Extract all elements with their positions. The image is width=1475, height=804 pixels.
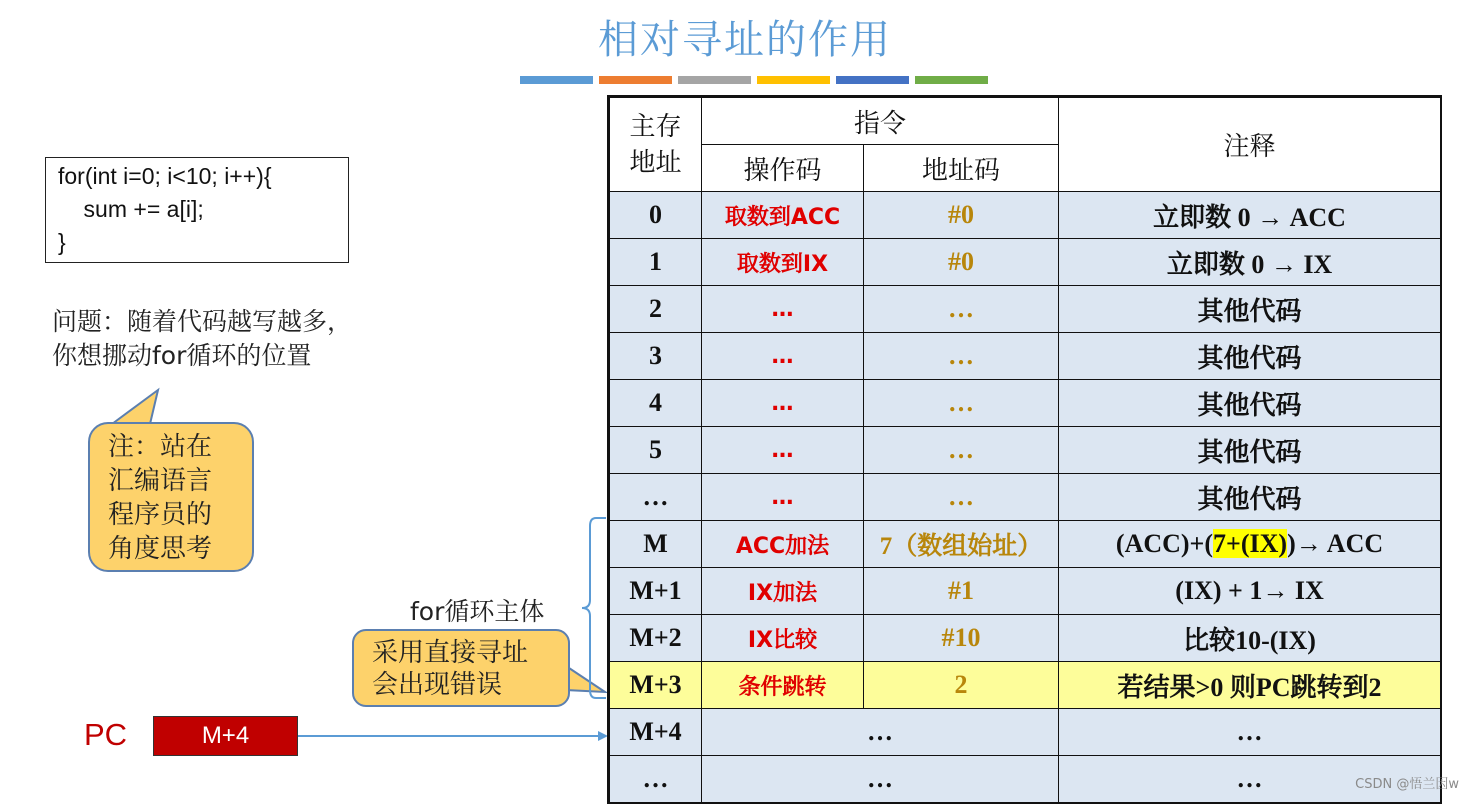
note-line: 注：站在 — [108, 432, 213, 462]
error-bubble-tail — [566, 666, 605, 692]
cell-address: 3 — [610, 333, 702, 380]
pc-label: PC — [84, 717, 128, 752]
cell-address: 1 — [610, 239, 702, 286]
table-row — [610, 192, 1441, 239]
header-instruction: 指令 — [702, 98, 1059, 145]
note-bubble — [88, 422, 254, 572]
header-addr-code: 地址码 — [864, 145, 1059, 192]
cell-note: 若结果>0 则PC跳转到2 — [1059, 662, 1441, 709]
note-line: 程序员的 — [108, 500, 213, 530]
error-line: 会出现错误 — [372, 670, 503, 700]
cell-address: … — [610, 474, 702, 521]
table-row — [610, 380, 1441, 427]
cell-address: 4 — [610, 380, 702, 427]
cell-address: M+3 — [610, 662, 702, 709]
cell-opcode: IX加法 — [702, 568, 864, 615]
cell-note: (IX) + 1→ IX — [1059, 568, 1441, 615]
error-line: 采用直接寻址 — [372, 638, 529, 668]
question-line: 问题：随着代码越写越多， — [52, 307, 353, 336]
cell-note: 其他代码 — [1059, 474, 1441, 521]
question-text — [52, 305, 352, 373]
table-row — [610, 474, 1441, 521]
cell-note: 其他代码 — [1059, 427, 1441, 474]
watermark-text: CSDN @悟兰因w — [1355, 777, 1459, 792]
table-row — [610, 521, 1441, 568]
cell-addr: #10 — [864, 615, 1059, 662]
cell-note: 立即数 0 → ACC — [1059, 192, 1441, 239]
cell-note: 其他代码 — [1059, 286, 1441, 333]
code-line: } — [58, 229, 66, 255]
note-highlight: 7+(IX) — [1213, 529, 1288, 558]
cell-address: M — [610, 521, 702, 568]
cell-opcode: … — [702, 427, 864, 474]
cell-addr: … — [864, 286, 1059, 333]
cell-instruction-merged: … — [702, 709, 1059, 756]
cell-addr: … — [864, 474, 1059, 521]
cell-address: M+4 — [610, 709, 702, 756]
table-row — [610, 615, 1441, 662]
cell-addr: … — [864, 333, 1059, 380]
code-line: for(int i=0; i<10; i++){ — [58, 163, 272, 189]
stripe — [678, 76, 751, 84]
note-bubble-tail — [112, 390, 158, 424]
table-row — [610, 333, 1441, 380]
table-row — [610, 427, 1441, 474]
cell-address: 0 — [610, 192, 702, 239]
pc-register: M+4 — [153, 716, 298, 756]
cell-address: M+2 — [610, 615, 702, 662]
stripe — [599, 76, 672, 84]
cell-addr: #0 — [864, 192, 1059, 239]
cell-addr: 2 — [864, 662, 1059, 709]
code-box — [45, 157, 349, 263]
table-row — [610, 239, 1441, 286]
stripe — [520, 76, 593, 84]
cell-opcode: … — [702, 286, 864, 333]
header-opcode: 操作码 — [702, 145, 864, 192]
memory-table — [609, 97, 1441, 803]
table-row-highlighted — [610, 662, 1441, 709]
loop-body-label: for循环主体 — [410, 597, 545, 626]
loop-bracket — [582, 518, 606, 698]
cell-address: 2 — [610, 286, 702, 333]
table-row — [610, 756, 1441, 803]
cell-opcode: 取数到IX — [702, 239, 864, 286]
cell-instruction-merged: … — [702, 756, 1059, 803]
cell-note: 其他代码 — [1059, 333, 1441, 380]
table-row — [610, 568, 1441, 615]
cell-opcode: … — [702, 380, 864, 427]
cell-note — [1059, 521, 1441, 568]
cell-addr: … — [864, 380, 1059, 427]
cell-note: … — [1059, 756, 1441, 803]
header-note: 注释 — [1059, 98, 1441, 192]
cell-opcode: ACC加法 — [702, 521, 864, 568]
note-line: 汇编语言 — [108, 466, 213, 496]
note-prefix: (ACC)+( — [1115, 529, 1214, 558]
table-row — [610, 709, 1441, 756]
code-line: sum += a[i]; — [58, 196, 204, 222]
cell-address: M+1 — [610, 568, 702, 615]
error-bubble — [352, 629, 570, 707]
note-suffix: )→ ACC — [1287, 529, 1384, 558]
title-underline-stripes — [520, 76, 988, 84]
header-address: 主存 地址 — [610, 98, 702, 192]
cell-addr: … — [864, 427, 1059, 474]
cell-note: … — [1059, 709, 1441, 756]
cell-opcode: 取数到ACC — [702, 192, 864, 239]
cell-address: … — [610, 756, 702, 803]
table-row — [610, 286, 1441, 333]
stripe — [915, 76, 988, 84]
cell-note: 立即数 0 → IX — [1059, 239, 1441, 286]
stripe — [757, 76, 830, 84]
cell-opcode: 条件跳转 — [702, 662, 864, 709]
cell-opcode: … — [702, 474, 864, 521]
cell-note: 其他代码 — [1059, 380, 1441, 427]
question-line: 你想挪动for循环的位置 — [52, 341, 312, 370]
page-title: 相对寻址的作用 — [598, 17, 892, 63]
note-line: 角度思考 — [108, 534, 213, 564]
cell-addr: #0 — [864, 239, 1059, 286]
cell-addr: 7（数组始址） — [864, 521, 1059, 568]
cell-opcode: … — [702, 333, 864, 380]
cell-opcode: IX比较 — [702, 615, 864, 662]
cell-address: 5 — [610, 427, 702, 474]
cell-addr: #1 — [864, 568, 1059, 615]
stripe — [836, 76, 909, 84]
cell-note: 比较10-(IX) — [1059, 615, 1441, 662]
pc-arrow-head — [598, 731, 608, 741]
